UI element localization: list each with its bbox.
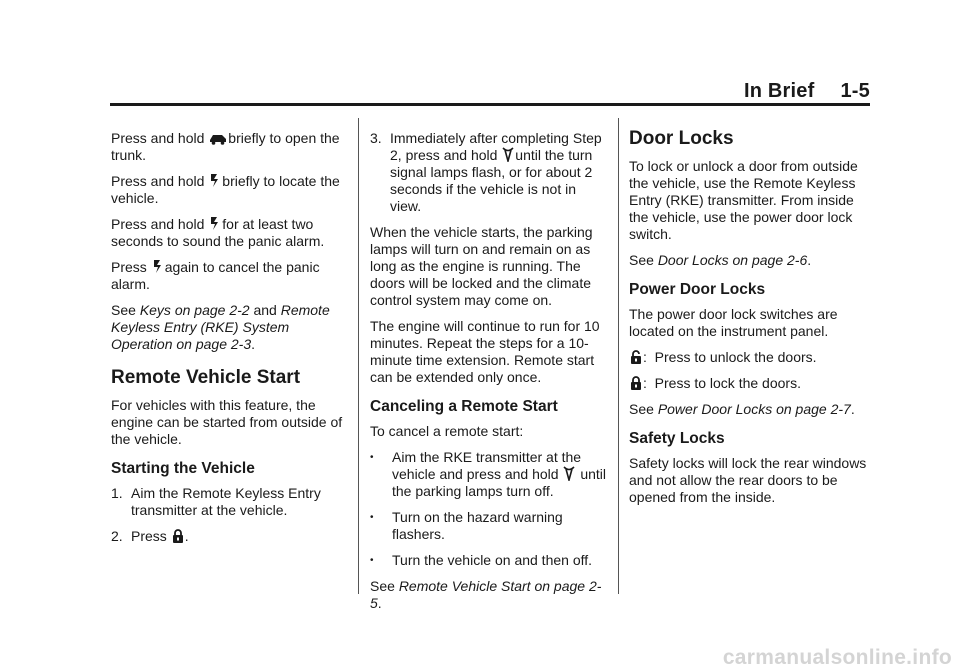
column-divider-2	[618, 118, 619, 594]
heading-safety-locks: Safety Locks	[629, 430, 725, 447]
cross-reference: Keys on page 2-2	[139, 302, 250, 318]
paragraph-feature: For vehicles with this feature, the engine can be started from outside of the vehicle.	[111, 397, 343, 447]
paragraph-cancel-panic: Press again to cancel the panic alarm.	[111, 259, 320, 292]
horn-icon	[209, 173, 221, 188]
lock-icon	[630, 376, 642, 390]
column-divider-1	[358, 118, 359, 594]
heading-door-locks: Door Locks	[629, 128, 734, 149]
bullet-item: • Turn the vehicle on and then off.	[370, 552, 593, 568]
paragraph-engine-run: The engine will continue to run for 10 minutes. Repeat the steps for a 10-minute time extension. Remote start can be extended only once.	[370, 318, 600, 385]
column-3	[629, 130, 871, 515]
paragraph-trunk: Press and hold briefly to open the trunk.	[111, 130, 340, 163]
remote-start-icon	[563, 466, 575, 481]
step-2: 2. Press .	[111, 528, 189, 544]
lock-icon	[172, 529, 184, 543]
paragraph-see-power-door-locks: See Power Door Locks on page 2-7.	[629, 401, 855, 417]
section-name: In Brief	[743, 80, 815, 102]
column-2	[370, 130, 610, 621]
panic-icon	[152, 259, 164, 274]
page-number: 1-5	[840, 80, 870, 102]
paragraph-panic: Press and hold for at least two seconds to sound the panic alarm.	[111, 216, 325, 249]
paragraph-door-locks: To lock or unlock a door from outside the vehicle, use the Remote Keyless Entry (RKE) transmitter. From inside the vehicle, use the power door lock switch.	[629, 158, 858, 242]
cross-reference: Remote Vehicle Start on page 2-5	[370, 578, 602, 611]
header-rule	[110, 103, 870, 106]
panic-icon	[209, 216, 221, 231]
heading-starting-vehicle: Starting the Vehicle	[111, 460, 255, 477]
remote-start-icon	[502, 147, 514, 162]
bullet-item: • Turn on the hazard warning flashers.	[370, 509, 563, 542]
lock-instruction: : Press to lock the doors.	[629, 375, 871, 392]
unlock-instruction: : Press to unlock the doors.	[629, 349, 871, 366]
watermark: carmanualsonline.info	[722, 646, 952, 669]
heading-remote-vehicle-start: Remote Vehicle Start	[111, 367, 301, 388]
cross-reference: Power Door Locks on page 2-7	[657, 401, 851, 417]
paragraph-locate: Press and hold briefly to locate the vehicle.	[111, 173, 340, 206]
paragraph-switch-location: The power door lock switches are located on the instrument panel.	[629, 306, 838, 339]
header-title	[744, 80, 870, 103]
heading-canceling-remote-start: Canceling a Remote Start	[370, 398, 558, 415]
column-1	[111, 130, 346, 554]
heading-power-door-locks: Power Door Locks	[629, 281, 766, 298]
paragraph-to-cancel: To cancel a remote start:	[370, 423, 524, 439]
paragraph-see-remote-start: See Remote Vehicle Start on page 2-5.	[370, 578, 602, 611]
trunk-icon	[209, 131, 227, 145]
paragraph-safety-locks: Safety locks will lock the rear windows and not allow the rear doors to be opened from the inside.	[629, 455, 867, 505]
bullet-item: • Aim the RKE transmitter at the vehicle and press and hold until the parking lamps turn off.	[370, 449, 607, 499]
paragraph-see-door-locks: See Door Locks on page 2-6.	[629, 252, 812, 268]
step-3: 3. Immediately after completing Step 2, press and hold until the turn signal lamps flash, or for about 2 seconds if the vehicle is not in view.	[370, 130, 602, 214]
cross-reference: Remote Keyless Entry (RKE) System Operation on page 2-3	[111, 302, 330, 352]
paragraph-parking-lamps: When the vehicle starts, the parking lamps will turn on and remain on as long as the engine is running. The doors will be locked and the climate control system may come on.	[370, 224, 593, 308]
step-1: 1. Aim the Remote Keyless Entry transmitter at the vehicle.	[111, 485, 321, 518]
cross-reference: Door Locks on page 2-6	[657, 252, 808, 268]
unlock-icon	[630, 350, 642, 364]
paragraph-see-keys: See Keys on page 2-2 and Remote Keyless Entry (RKE) System Operation on page 2-3.	[111, 302, 330, 352]
